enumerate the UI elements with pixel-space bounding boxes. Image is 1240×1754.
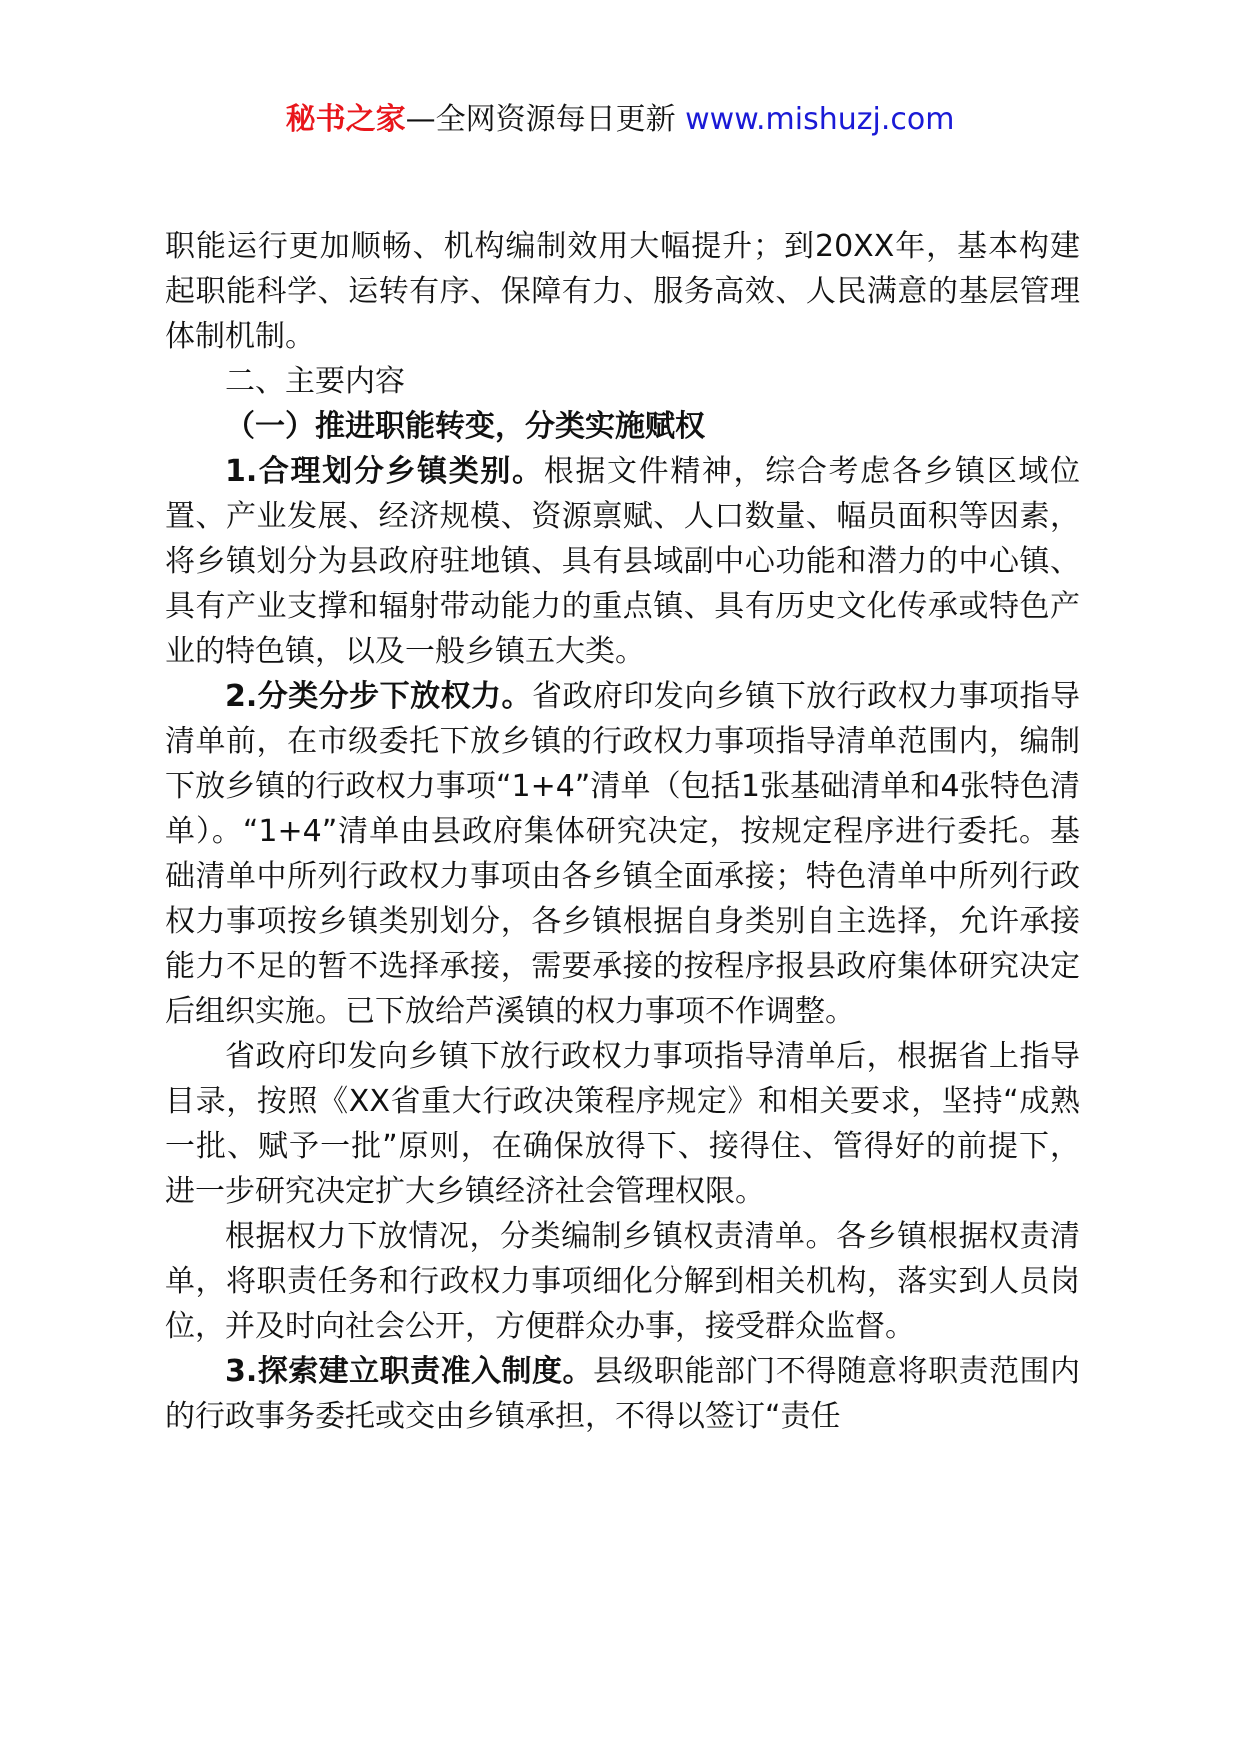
paragraph-item-1	[165, 449, 1080, 674]
item-2-lead: 2.分类分步下放权力。	[225, 679, 532, 714]
item-3-lead: 3.探索建立职责准入制度。	[225, 1354, 593, 1389]
item-1-text: 根据文件精神，综合考虑各乡镇区域位置、产业发展、经济规模、资源禀赋、人口数量、幅员面积等因素，将乡镇划分为县政府驻地镇、具有县域副中心功能和潜力的中心镇、具有产业支撑和辐射带动能力的重点镇、具有历史文化传承或特色产业的特色镇，以及一般乡镇五大类。	[165, 454, 1080, 669]
website-link[interactable]: www.mishuzj.com	[685, 102, 955, 137]
paragraph-province: 省政府印发向乡镇下放行政权力事项指导清单后，根据省上指导目录，按照《XX省重大行政决策程序规定》和相关要求，坚持“成熟一批、赋予一批”原则，在确保放得下、接得住、管得好的前提下，进一步研究决定扩大乡镇经济社会管理权限。	[165, 1039, 1080, 1209]
document-body	[165, 224, 1080, 1439]
paragraph-item-3	[165, 1349, 1080, 1439]
item-2-text: 省政府印发向乡镇下放行政权力事项指导清单前，在市级委托下放乡镇的行政权力事项指导清单范围内，编制下放乡镇的行政权力事项“1+4”清单（包括1张基础清单和4张特色清单）。“1+4”清单由县政府集体研究决定，按规定程序进行委托。基础清单中所列行政权力事项由各乡镇全面承接；特色清单中所列行政权力事项按乡镇类别划分，各乡镇根据自身类别自主选择，允许承接能力不足的暂不选择承接，需要承接的按程序报县政府集体研究决定后组织实施。已下放给芦溪镇的权力事项不作调整。	[165, 679, 1080, 1029]
page-header	[0, 100, 1240, 140]
section-heading: 二、主要内容	[225, 364, 405, 399]
paragraph-power-list: 根据权力下放情况，分类编制乡镇权责清单。各乡镇根据权责清单，将职责任务和行政权力事项细化分解到相关机构，落实到人员岗位，并及时向社会公开，方便群众办事，接受群众监督。	[165, 1219, 1080, 1344]
brand-name: 秘书之家	[285, 102, 406, 137]
subsection-heading: （一）推进职能转变，分类实施赋权	[225, 409, 705, 444]
item-1-lead: 1.合理划分乡镇类别。	[225, 454, 544, 489]
item-3-text: 县级职能部门不得随意将职责范围内的行政事务委托或交由乡镇承担，不得以签订“责任	[165, 1354, 1081, 1434]
header-tagline: —全网资源每日更新	[405, 102, 676, 137]
paragraph-continuation: 职能运行更加顺畅、机构编制效用大幅提升；到20XX年，基本构建起职能科学、运转有序、保障有力、服务高效、人民满意的基层管理体制机制。	[165, 229, 1080, 354]
paragraph-item-2	[165, 674, 1080, 1034]
